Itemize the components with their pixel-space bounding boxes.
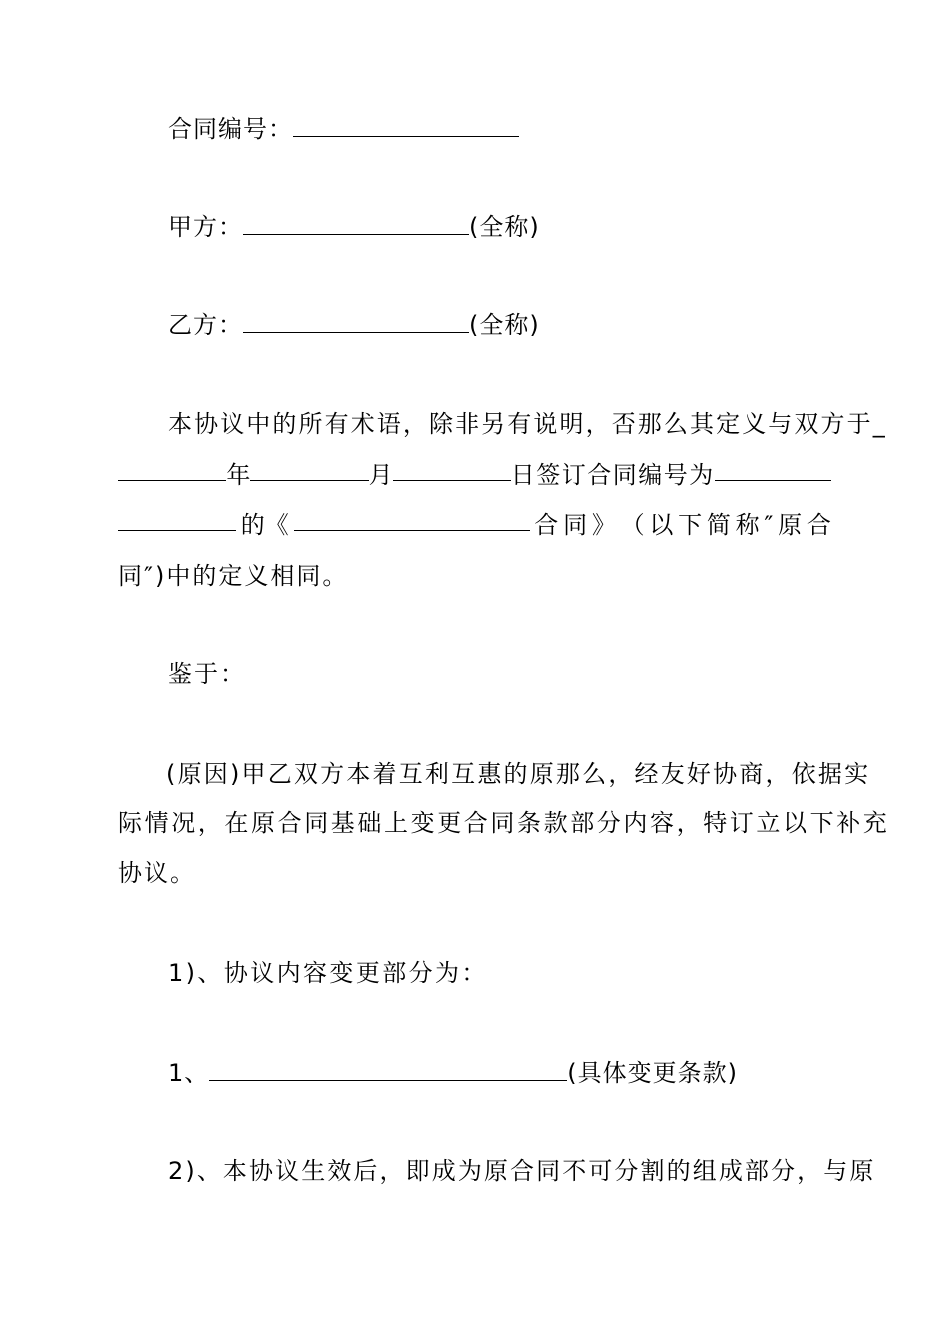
line3-char-4: 以 <box>649 511 674 539</box>
month-blank[interactable] <box>250 458 368 481</box>
clause-1-heading: 1)、协议内容变更部分为： <box>168 959 488 987</box>
item-1-blank[interactable] <box>209 1058 567 1081</box>
item-1-suffix: (具体变更条款) <box>567 1059 739 1087</box>
line3-char-0: 合 <box>534 511 559 539</box>
original-contract-name-blank[interactable] <box>294 508 530 531</box>
signed-contract-number-text: 日签订合同编号为 <box>510 461 715 489</box>
reason-line-2: 际情况，在原合同基础上变更合同条款部分内容，特订立以下补充 <box>118 809 890 837</box>
line3-char-6: 简 <box>706 511 731 539</box>
line3-char-10: 合 <box>806 511 831 539</box>
party-b-line <box>168 308 540 342</box>
original-contract-number-blank[interactable] <box>715 458 831 481</box>
line3-char-5: 下 <box>678 511 703 539</box>
line3-char-8: ″ <box>764 511 774 539</box>
definitions-line-2 <box>118 458 831 492</box>
line3-char-3: （ <box>620 511 645 539</box>
year-label: 年 <box>226 461 251 489</box>
contract-number-line <box>168 112 519 146</box>
line3-char-1: 同 <box>563 511 588 539</box>
line3-char-9: 原 <box>778 511 803 539</box>
date-blank-day-lead[interactable] <box>118 458 226 481</box>
reason-line-1 <box>118 757 870 791</box>
item-1-label: 1、 <box>168 1059 210 1087</box>
clause-2-text: 2)、本协议生效后，即成为原合同不可分割的组成部分，与原 <box>168 1157 876 1185</box>
party-b-label: 乙方： <box>168 311 243 339</box>
party-a-line <box>168 210 540 244</box>
definitions-line-1: 本协议中的所有术语，除非另有说明，否那么其定义与双方于_ <box>168 410 887 438</box>
party-b-blank[interactable] <box>243 310 469 333</box>
reason-line-3: 协议。 <box>118 859 196 887</box>
definitions-line-3 <box>118 508 831 542</box>
item-1-line <box>168 1056 738 1090</box>
contract-number-blank[interactable] <box>293 114 519 137</box>
day-blank[interactable] <box>393 458 511 481</box>
party-b-suffix: (全称) <box>469 311 540 339</box>
line3-char-7: 称 <box>735 511 760 539</box>
month-label: 月 <box>368 461 393 489</box>
party-a-suffix: (全称) <box>469 213 540 241</box>
contract-number-label: 合同编号： <box>168 115 293 143</box>
whereas-label: 鉴于： <box>168 660 246 688</box>
party-a-label: 甲方： <box>168 213 243 241</box>
original-contract-number-blank-cont[interactable] <box>118 508 236 531</box>
of-open-bracket: 的《 <box>240 511 289 539</box>
definitions-line-4: 同″)中的定义相同。 <box>118 562 349 590</box>
party-a-blank[interactable] <box>243 212 469 235</box>
line3-char-2: 》 <box>591 511 616 539</box>
reason-line-1-text: (原因)甲乙双方本着互利互惠的原那么，经友好协商，依据实 <box>166 760 871 788</box>
